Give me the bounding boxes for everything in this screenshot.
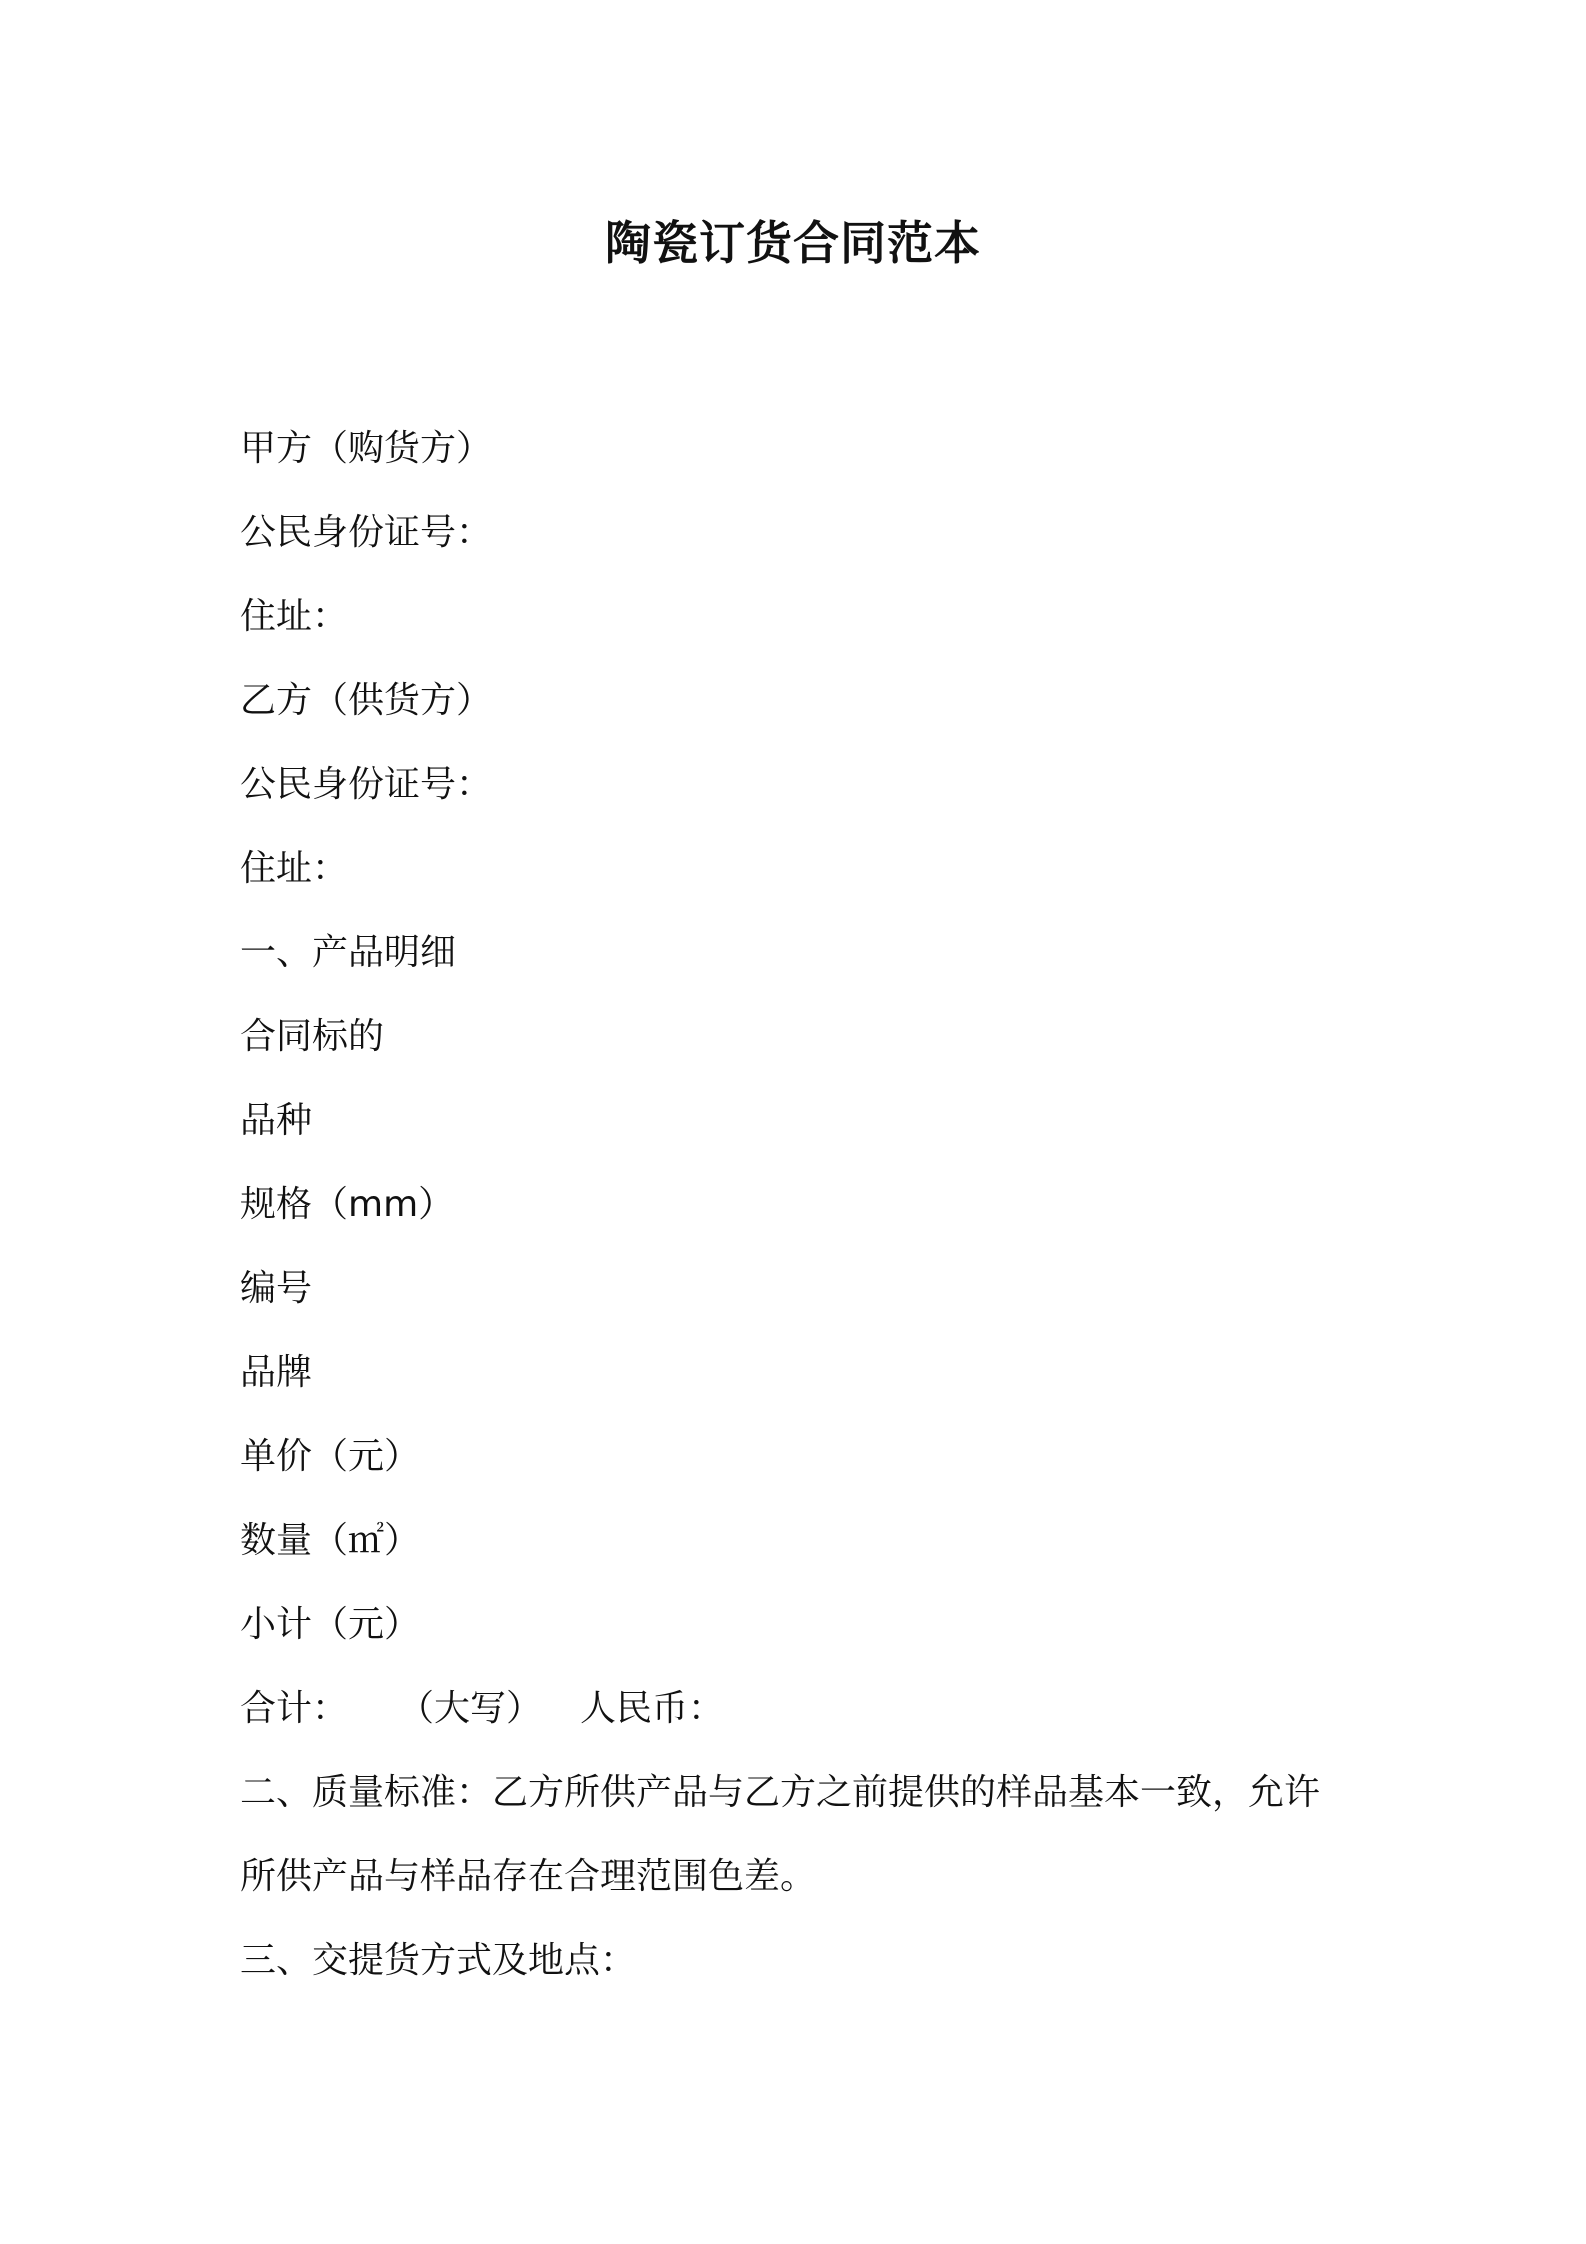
total-label: 合计： [240,1688,349,1729]
party-a-heading: 甲方（购货方） [240,428,493,469]
contract-subject: 合同标的 [240,1016,385,1057]
unit-price: 单价（元） [240,1436,421,1477]
total-currency-label: 人民币： [580,1688,725,1729]
party-b-id-number: 公民身份证号： [240,764,493,805]
delivery-method-heading: 三、交提货方式及地点： [240,1940,637,1981]
party-b-address: 住址： [240,848,349,889]
party-a-address: 住址： [240,596,349,637]
party-a-id-number: 公民身份证号： [240,512,493,553]
total-capital-label: （大写） [398,1688,543,1729]
section-product-details: 一、产品明细 [240,932,457,973]
subtotal: 小计（元） [240,1604,421,1645]
party-b-heading: 乙方（供货方） [240,680,493,721]
product-variety: 品种 [240,1100,313,1141]
document-body [240,407,1400,2003]
document-title: 陶瓷订货合同范本 [605,216,981,270]
total-line [240,1667,1400,1751]
product-brand: 品牌 [240,1352,313,1393]
quality-standard-line-1: 二、质量标准：乙方所供产品与乙方之前提供的样品基本一致，允许 [240,1772,1321,1813]
product-code: 编号 [240,1268,313,1309]
quantity: 数量（㎡） [240,1520,421,1561]
product-specification: 规格（mm） [240,1184,455,1225]
quality-standard-line-2: 所供产品与样品存在合理范围色差。 [240,1856,817,1897]
